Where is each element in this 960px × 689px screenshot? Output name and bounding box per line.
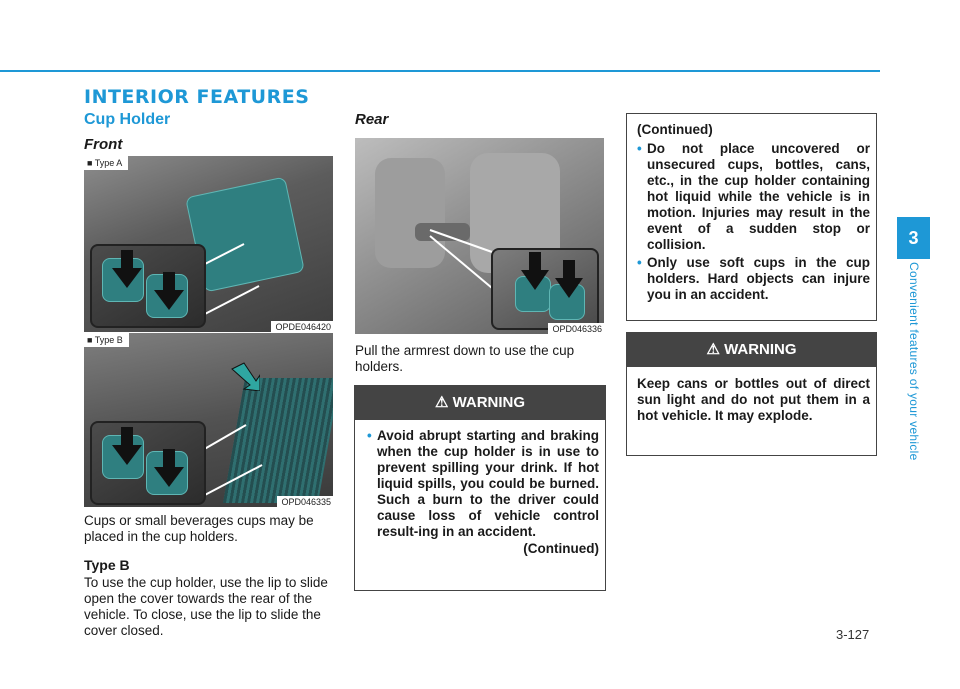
bullet-icon: • bbox=[637, 255, 642, 270]
bullet-icon: • bbox=[367, 428, 372, 443]
continued-warning-box bbox=[626, 113, 877, 321]
warning-box-hot-liquid bbox=[354, 385, 606, 591]
down-arrow-icon bbox=[154, 449, 184, 489]
type-b-paragraph: To use the cup holder, use the lip to slide open the cover towards the rear of the vehicle. To close, use the lip to slide the cover closed. bbox=[84, 575, 328, 638]
chapter-tab: 3 bbox=[897, 217, 930, 259]
warning-triangle-icon: ⚠ bbox=[706, 341, 720, 358]
warning-bullet: • Do not place uncovered or unsecured cups, bottles, cans, etc., in the cup holder containing hot liquid while the vehicle is in motion. Injuries may result in the event of a sudden stop or collision. bbox=[637, 141, 870, 252]
section-title: INTERIOR FEATURES bbox=[84, 86, 310, 108]
chapter-label: Convenient features of your vehicle bbox=[907, 262, 921, 461]
down-arrow-icon bbox=[555, 260, 583, 300]
down-arrow-icon bbox=[154, 272, 184, 312]
continued-label: (Continued) bbox=[523, 541, 599, 556]
header-rule bbox=[0, 70, 880, 72]
type-a-label: ■ Type A bbox=[84, 156, 128, 170]
photo-type-b bbox=[84, 333, 333, 507]
photo-type-a bbox=[84, 156, 333, 332]
warning-bullet: • Avoid abrupt starting and braking when the cup holder is in use to prevent spilling your drink. If hot liquid spills, you could be burned. Such a burn to the driver could cause loss of vehicle control result-ing in an accident. bbox=[367, 428, 599, 539]
page-number: 3-127 bbox=[836, 627, 870, 642]
warning-box-sunlight bbox=[626, 332, 877, 456]
down-arrow-icon bbox=[112, 427, 142, 467]
photo-code: OPDE046420 bbox=[271, 321, 333, 332]
warning-title: WARNING bbox=[724, 341, 797, 358]
inset-rear bbox=[491, 248, 599, 330]
cups-paragraph: Cups or small beverages cups may be placed in the cup holders. bbox=[84, 513, 314, 544]
warning-triangle-icon: ⚠ bbox=[434, 394, 449, 411]
armrest-paragraph: Pull the armrest down to use the cup holders. bbox=[355, 343, 575, 374]
bullet-icon: • bbox=[637, 141, 642, 156]
down-arrow-icon bbox=[521, 252, 549, 292]
photo-code: OPD046335 bbox=[277, 496, 333, 507]
warning-bullet: • Only use soft cups in the cup holders. Hard objects can injure you in an accident. bbox=[637, 255, 870, 302]
front-heading: Front bbox=[84, 136, 123, 153]
continued-heading: (Continued) bbox=[637, 122, 713, 137]
inset-type-a bbox=[90, 244, 206, 328]
down-arrow-icon bbox=[112, 250, 142, 290]
photo-rear-seat bbox=[355, 138, 604, 334]
warning-title: WARNING bbox=[452, 394, 526, 411]
warning-header bbox=[627, 333, 876, 367]
rear-heading: Rear bbox=[355, 111, 389, 128]
type-b-label: ■ Type B bbox=[84, 333, 129, 347]
inset-type-b bbox=[90, 421, 206, 505]
warning-text: Keep cans or bottles out of direct sun light and do not put them in a hot vehicle. It may explode. bbox=[637, 376, 870, 423]
type-b-heading: Type B bbox=[84, 557, 130, 573]
photo-code: OPD046336 bbox=[548, 323, 604, 334]
warning-header bbox=[355, 386, 605, 420]
cup-holder-title: Cup Holder bbox=[84, 111, 171, 128]
